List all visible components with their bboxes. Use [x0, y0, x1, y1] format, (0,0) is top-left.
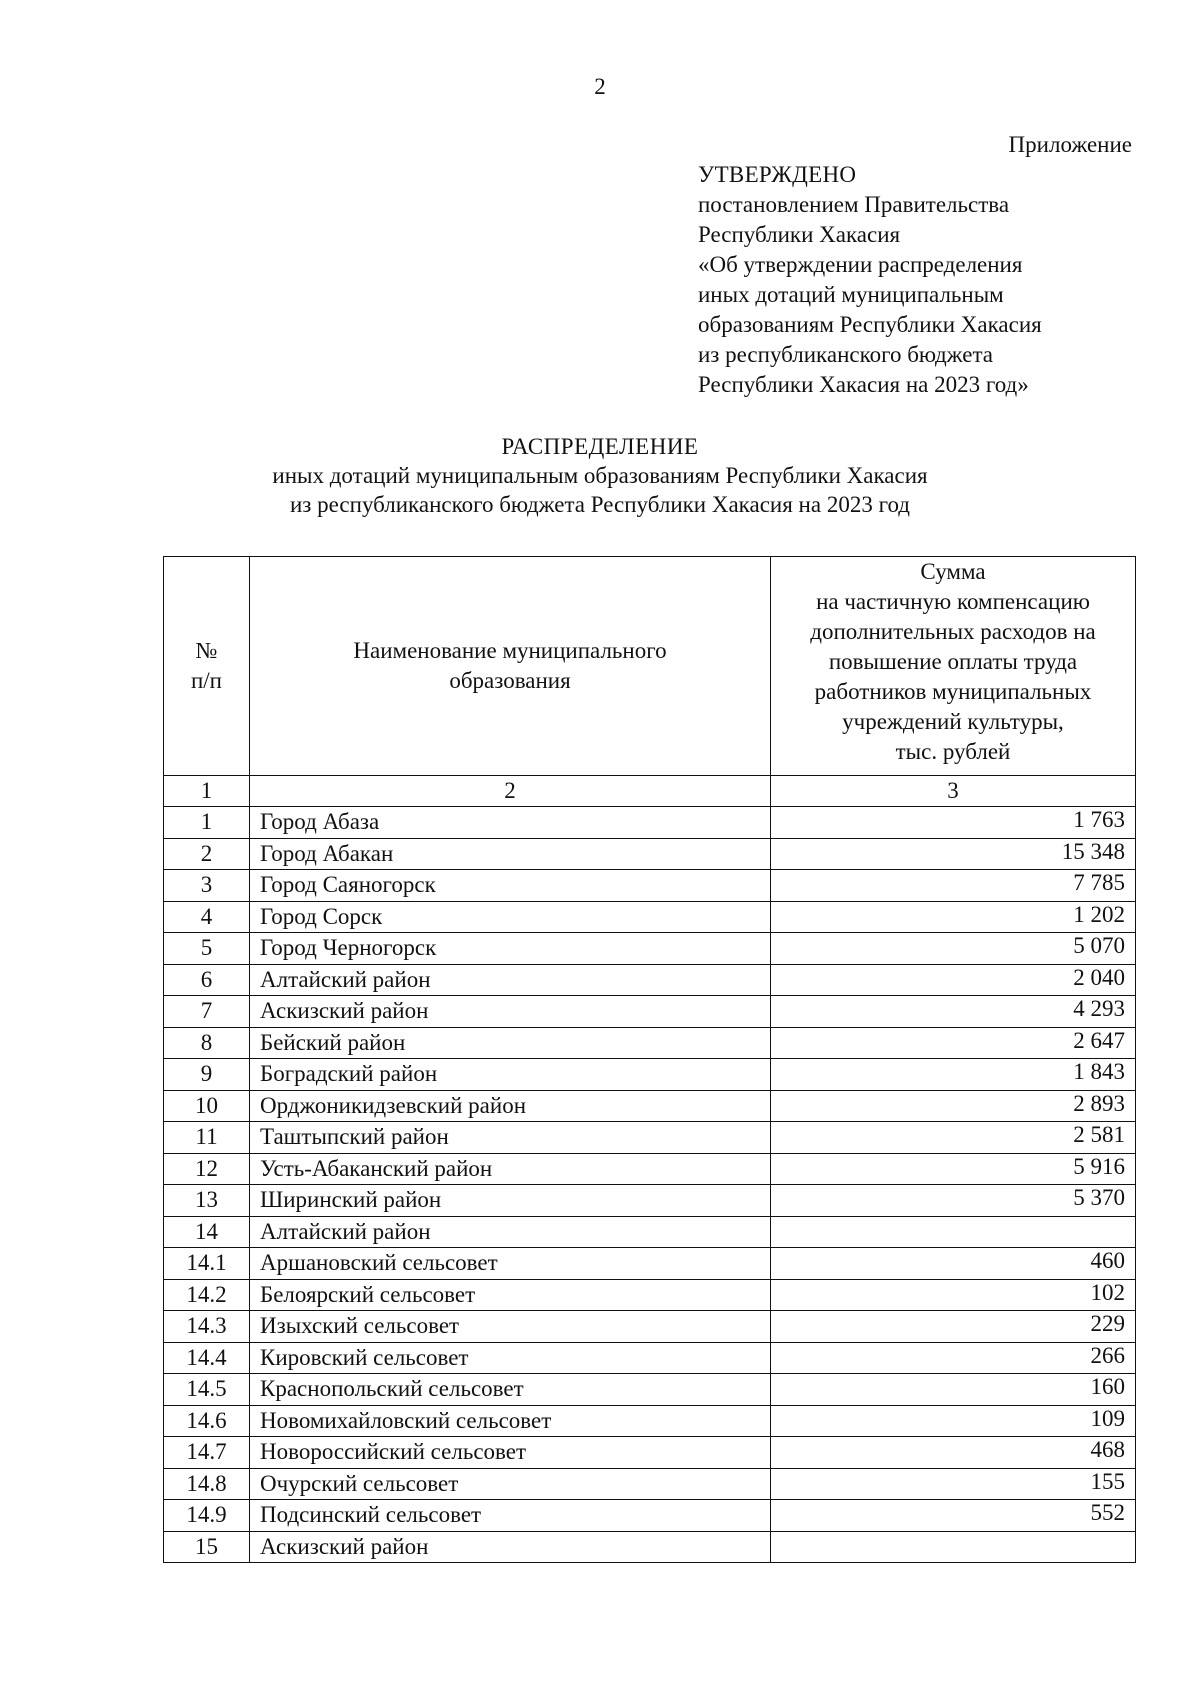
page-number: 2	[594, 74, 606, 99]
row-municipality-name: Город Абаза	[250, 807, 771, 839]
row-amount: 5 070	[771, 933, 1136, 965]
table-row	[164, 1248, 1136, 1280]
row-amount: 2 040	[771, 964, 1136, 996]
row-number: 14.6	[164, 1405, 250, 1437]
row-amount: 1 843	[771, 1059, 1136, 1091]
row-amount: 468	[771, 1437, 1136, 1469]
row-number: 9	[164, 1059, 250, 1091]
row-amount: 102	[771, 1279, 1136, 1311]
row-number: 8	[164, 1027, 250, 1059]
header-municipality-line: образования	[449, 668, 571, 693]
row-number: 2	[164, 838, 250, 870]
row-municipality-name: Город Саяногорск	[250, 870, 771, 902]
row-municipality-name: Алтайский район	[250, 1216, 771, 1248]
column-number: 3	[771, 776, 1136, 807]
table-row	[164, 1059, 1136, 1091]
row-municipality-name: Алтайский район	[250, 964, 771, 996]
row-municipality-name: Ширинский район	[250, 1185, 771, 1217]
header-amount-line: на частичную компенсацию	[816, 589, 1090, 614]
row-municipality-name: Аршановский сельсовет	[250, 1248, 771, 1280]
approval-line: «Об утверждении распределения	[698, 252, 1023, 277]
header-amount-line: учреждений культуры,	[842, 709, 1064, 734]
table-row	[164, 964, 1136, 996]
row-number: 14.1	[164, 1248, 250, 1280]
row-number: 13	[164, 1185, 250, 1217]
header-amount-line: тыс. рублей	[895, 739, 1011, 764]
table-row	[164, 1500, 1136, 1532]
table-row	[164, 1090, 1136, 1122]
approval-line: образованиям Республики Хакасия	[698, 312, 1042, 337]
header-municipality-line: Наименование муниципального	[353, 638, 667, 663]
table-row	[164, 1342, 1136, 1374]
table-row	[164, 1437, 1136, 1469]
row-number: 14.5	[164, 1374, 250, 1406]
row-amount: 1 202	[771, 901, 1136, 933]
row-amount: 2 581	[771, 1122, 1136, 1154]
table-row	[164, 838, 1136, 870]
row-number: 12	[164, 1153, 250, 1185]
row-amount: 4 293	[771, 996, 1136, 1028]
row-amount: 155	[771, 1468, 1136, 1500]
table-header-row	[164, 557, 1136, 776]
row-amount: 5 370	[771, 1185, 1136, 1217]
table-row	[164, 1468, 1136, 1500]
row-number: 6	[164, 964, 250, 996]
appendix-label: Приложение	[1008, 132, 1132, 157]
header-municipality	[250, 557, 771, 776]
document-heading: РАСПРЕДЕЛЕНИЕ	[501, 434, 699, 459]
column-number: 2	[250, 776, 771, 807]
row-amount	[771, 1216, 1136, 1248]
row-number: 15	[164, 1531, 250, 1563]
table-body	[164, 807, 1136, 1563]
table-row	[164, 1279, 1136, 1311]
header-amount-line: работников муниципальных	[814, 679, 1092, 704]
header-number	[164, 557, 250, 776]
table-row	[164, 1374, 1136, 1406]
row-number: 14.7	[164, 1437, 250, 1469]
table-row	[164, 996, 1136, 1028]
table-row	[164, 933, 1136, 965]
row-number: 14.2	[164, 1279, 250, 1311]
row-amount: 2 893	[771, 1090, 1136, 1122]
row-number: 14.8	[164, 1468, 250, 1500]
row-amount: 7 785	[771, 870, 1136, 902]
row-amount: 2 647	[771, 1027, 1136, 1059]
approval-line: из республиканского бюджета	[698, 342, 993, 367]
row-amount	[771, 1531, 1136, 1563]
row-municipality-name: Усть-Абаканский район	[250, 1153, 771, 1185]
approval-stamp-text: УТВЕРЖДЕНО	[698, 162, 857, 187]
row-number: 3	[164, 870, 250, 902]
approval-block	[698, 160, 1042, 400]
row-municipality-name: Боградский район	[250, 1059, 771, 1091]
column-number-row	[164, 776, 1136, 807]
table-row	[164, 901, 1136, 933]
document-subtitle-line: из республиканского бюджета Республики Хакасия на 2023 год	[290, 492, 910, 517]
row-amount: 1 763	[771, 807, 1136, 839]
row-amount: 160	[771, 1374, 1136, 1406]
row-municipality-name: Город Сорск	[250, 901, 771, 933]
row-number: 14.3	[164, 1311, 250, 1343]
row-number: 10	[164, 1090, 250, 1122]
table-row	[164, 807, 1136, 839]
table-row	[164, 1122, 1136, 1154]
row-amount: 109	[771, 1405, 1136, 1437]
row-amount: 266	[771, 1342, 1136, 1374]
header-number-line: п/п	[190, 668, 222, 693]
row-number: 14	[164, 1216, 250, 1248]
table-row	[164, 1185, 1136, 1217]
row-municipality-name: Новороссийский сельсовет	[250, 1437, 771, 1469]
row-amount: 552	[771, 1500, 1136, 1532]
row-amount: 229	[771, 1311, 1136, 1343]
row-amount: 15 348	[771, 838, 1136, 870]
approval-line: Республики Хакасия на 2023 год»	[698, 372, 1029, 397]
header-amount-line: повышение оплаты труда	[828, 649, 1078, 674]
table-row	[164, 1216, 1136, 1248]
column-number: 1	[164, 776, 250, 807]
row-number: 1	[164, 807, 250, 839]
row-number: 11	[164, 1122, 250, 1154]
row-municipality-name: Новомихайловский сельсовет	[250, 1405, 771, 1437]
row-municipality-name: Бейский район	[250, 1027, 771, 1059]
approval-line: Республики Хакасия	[698, 222, 901, 247]
row-municipality-name: Аскизский район	[250, 996, 771, 1028]
row-amount: 5 916	[771, 1153, 1136, 1185]
approval-line: постановлением Правительства	[698, 192, 1010, 217]
row-number: 5	[164, 933, 250, 965]
document-subtitle-line: иных дотаций муниципальным образованиям Республики Хакасия	[272, 463, 928, 488]
row-municipality-name: Город Абакан	[250, 838, 771, 870]
table-row	[164, 1153, 1136, 1185]
row-municipality-name: Таштыпский район	[250, 1122, 771, 1154]
document-title	[0, 432, 1200, 519]
table-row	[164, 870, 1136, 902]
row-municipality-name: Подсинский сельсовет	[250, 1500, 771, 1532]
header-number-line: №	[195, 638, 218, 663]
row-municipality-name: Кировский сельсовет	[250, 1342, 771, 1374]
row-municipality-name: Очурский сельсовет	[250, 1468, 771, 1500]
row-municipality-name: Орджоникидзевский район	[250, 1090, 771, 1122]
row-municipality-name: Белоярский сельсовет	[250, 1279, 771, 1311]
row-municipality-name: Аскизский район	[250, 1531, 771, 1563]
approval-line: иных дотаций муниципальным	[698, 282, 1004, 307]
table-row	[164, 1027, 1136, 1059]
table-row	[164, 1405, 1136, 1437]
row-number: 14.9	[164, 1500, 250, 1532]
header-amount	[771, 557, 1136, 776]
row-municipality-name: Изыхский сельсовет	[250, 1311, 771, 1343]
row-amount: 460	[771, 1248, 1136, 1280]
row-number: 14.4	[164, 1342, 250, 1374]
table-row	[164, 1531, 1136, 1563]
row-number: 4	[164, 901, 250, 933]
table-row	[164, 1311, 1136, 1343]
header-amount-line: дополнительных расходов на	[810, 619, 1096, 644]
row-municipality-name: Город Черногорск	[250, 933, 771, 965]
header-amount-line: Сумма	[920, 559, 986, 584]
row-number: 7	[164, 996, 250, 1028]
distribution-table	[163, 556, 1136, 1563]
row-municipality-name: Краснопольский сельсовет	[250, 1374, 771, 1406]
